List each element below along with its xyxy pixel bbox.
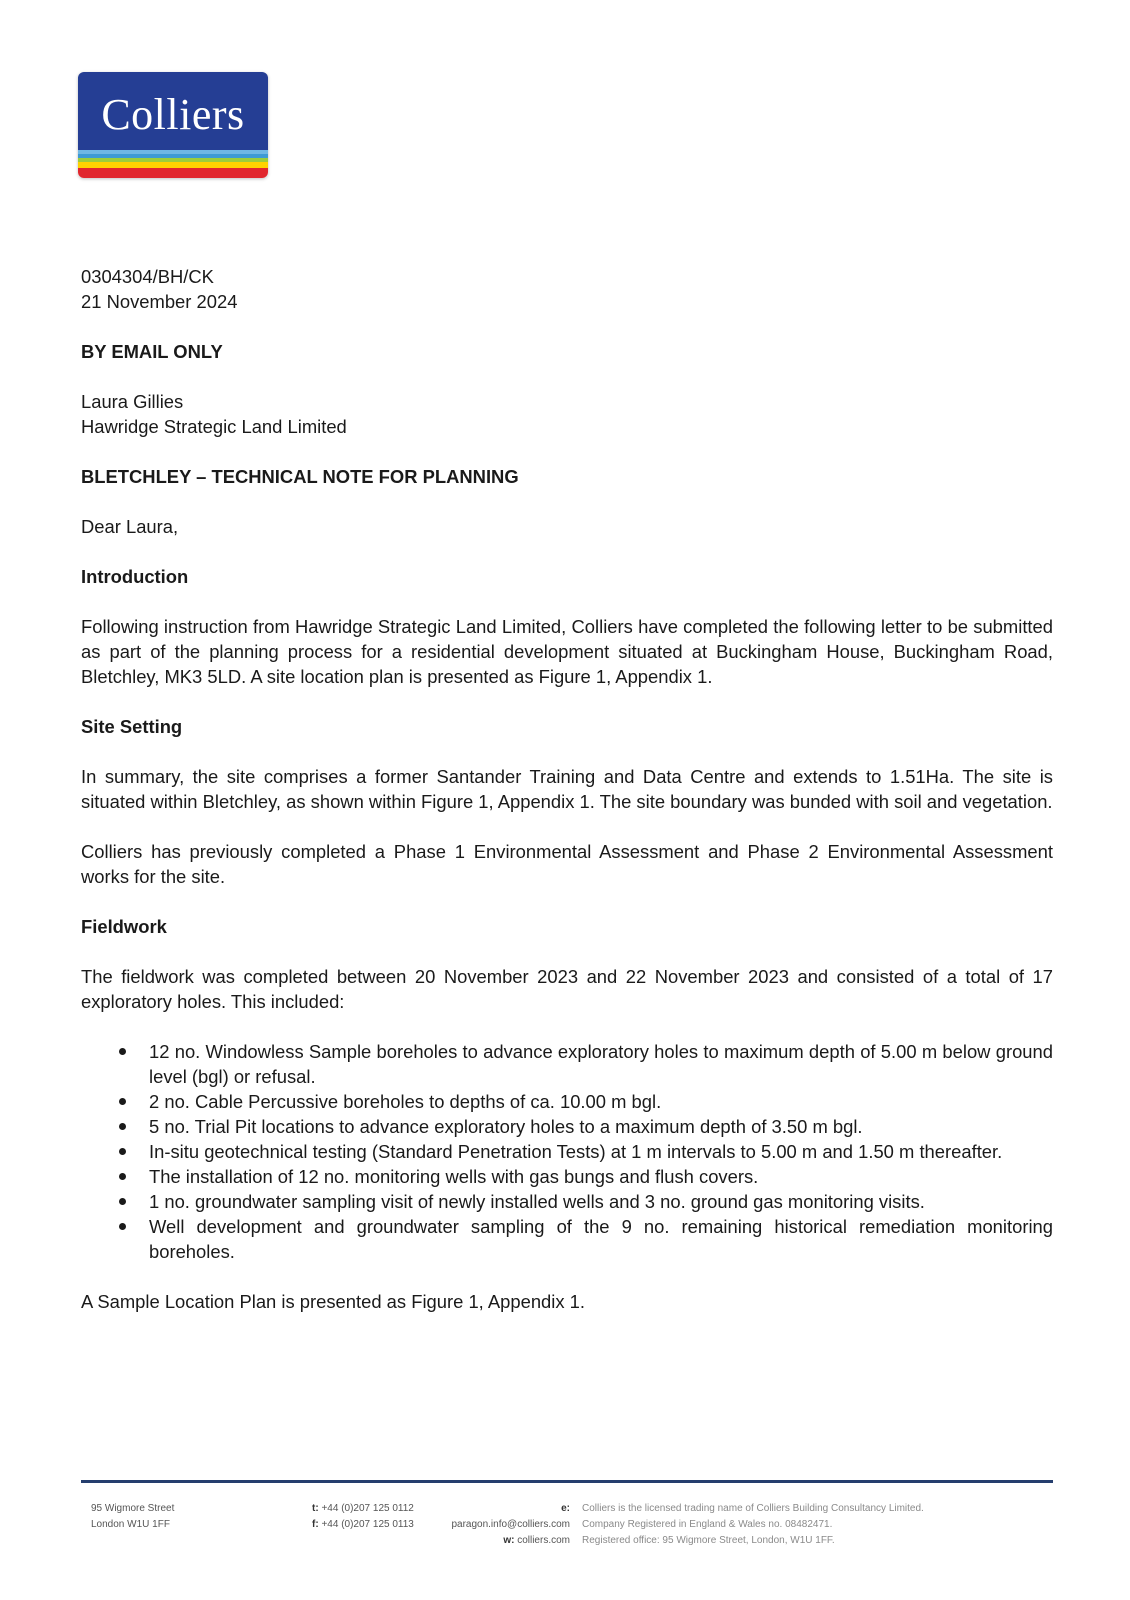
recipient-company: Hawridge Strategic Land Limited	[81, 416, 347, 437]
site-setting-paragraph: Colliers has previously completed a Phase 1 Environmental Assessment and Phase 2 Environmental Assessment works for the site.	[81, 841, 1053, 887]
list-item: 2 no. Cable Percussive boreholes to depths of ca. 10.00 m bgl.	[81, 1089, 1053, 1114]
bullet-icon	[119, 1098, 126, 1105]
footer-web-link[interactable]: colliers.com	[517, 1535, 570, 1546]
introduction-paragraph: Following instruction from Hawridge Strategic Land Limited, Colliers have completed the following letter to be submitted as part of the planning process for a residential development situated at Buckingham House, Buckingham Road, Bletchley, MK3 5LD. A site location plan is presented as Figure 1, Appendix 1.	[81, 616, 1053, 687]
recipient-name: Laura Gillies	[81, 391, 184, 412]
footer-address: 95 Wigmore Street London W1U 1FF	[91, 1503, 175, 1530]
bullet-icon	[119, 1048, 126, 1055]
footer-phone: t: +44 (0)207 125 0112 f: +44 (0)207 125 0113	[312, 1503, 414, 1530]
list-item: The installation of 12 no. monitoring wells with gas bungs and flush covers.	[81, 1164, 1053, 1189]
site-setting-heading: Site Setting	[81, 716, 183, 737]
bullet-icon	[119, 1198, 126, 1205]
list-item: 12 no. Windowless Sample boreholes to advance exploratory holes to maximum depth of 5.00 m below ground level (bgl) or refusal.	[81, 1039, 1053, 1089]
letter-date: 21 November 2024	[81, 291, 238, 312]
fieldwork-heading: Fieldwork	[81, 916, 167, 937]
list-item: In-situ geotechnical testing (Standard Penetration Tests) at 1 m intervals to 5.00 m and 1.50 m thereafter.	[81, 1139, 1053, 1164]
footer-contact: e: paragon.info@colliers.com w: colliers.com	[451, 1503, 570, 1546]
list-item: 1 no. groundwater sampling visit of newly installed wells and 3 no. ground gas monitoring visits.	[81, 1189, 1053, 1214]
fieldwork-list	[81, 1039, 1053, 1264]
introduction-heading: Introduction	[81, 566, 189, 587]
site-setting-paragraph: In summary, the site comprises a former Santander Training and Data Centre and extends to 1.51Ha. The site is situated within Bletchley, as shown within Figure 1, Appendix 1. The site boundary was bunded with soil and vegetation.	[81, 766, 1053, 812]
colliers-logo	[78, 72, 268, 178]
logo-stripe	[78, 168, 268, 178]
list-item: 5 no. Trial Pit locations to advance exploratory holes to a maximum depth of 3.50 m bgl.	[81, 1114, 1053, 1139]
letter-body	[81, 264, 1053, 1314]
footer-email-link[interactable]: paragon.info@colliers.com	[451, 1519, 570, 1530]
footer-legal: Colliers is the licensed trading name of Colliers Building Consultancy Limited. Company Registered in England & Wales no. 08482471. Registered office: 95 Wigmore Street, London, W1U 1FF.	[582, 1503, 924, 1546]
logo-wordmark: Colliers	[101, 89, 245, 139]
letter-subject: BLETCHLEY – TECHNICAL NOTE FOR PLANNING	[81, 466, 519, 487]
bullet-icon	[119, 1148, 126, 1155]
list-item: Well development and groundwater sampling of the 9 no. remaining historical remediation monitoring boreholes.	[81, 1214, 1053, 1264]
bullet-icon	[119, 1223, 126, 1230]
logo-background	[78, 72, 268, 150]
fieldwork-closing: A Sample Location Plan is presented as Figure 1, Appendix 1.	[81, 1291, 586, 1312]
delivery-method: BY EMAIL ONLY	[81, 341, 223, 362]
bullet-icon	[119, 1173, 126, 1180]
footer-divider	[81, 1480, 1053, 1483]
salutation: Dear Laura,	[81, 516, 179, 537]
bullet-icon	[119, 1123, 126, 1130]
reference-number: 0304304/BH/CK	[81, 266, 214, 287]
fieldwork-intro: The fieldwork was completed between 20 November 2023 and 22 November 2023 and consisted of a total of 17 exploratory holes. This included:	[81, 966, 1053, 1012]
